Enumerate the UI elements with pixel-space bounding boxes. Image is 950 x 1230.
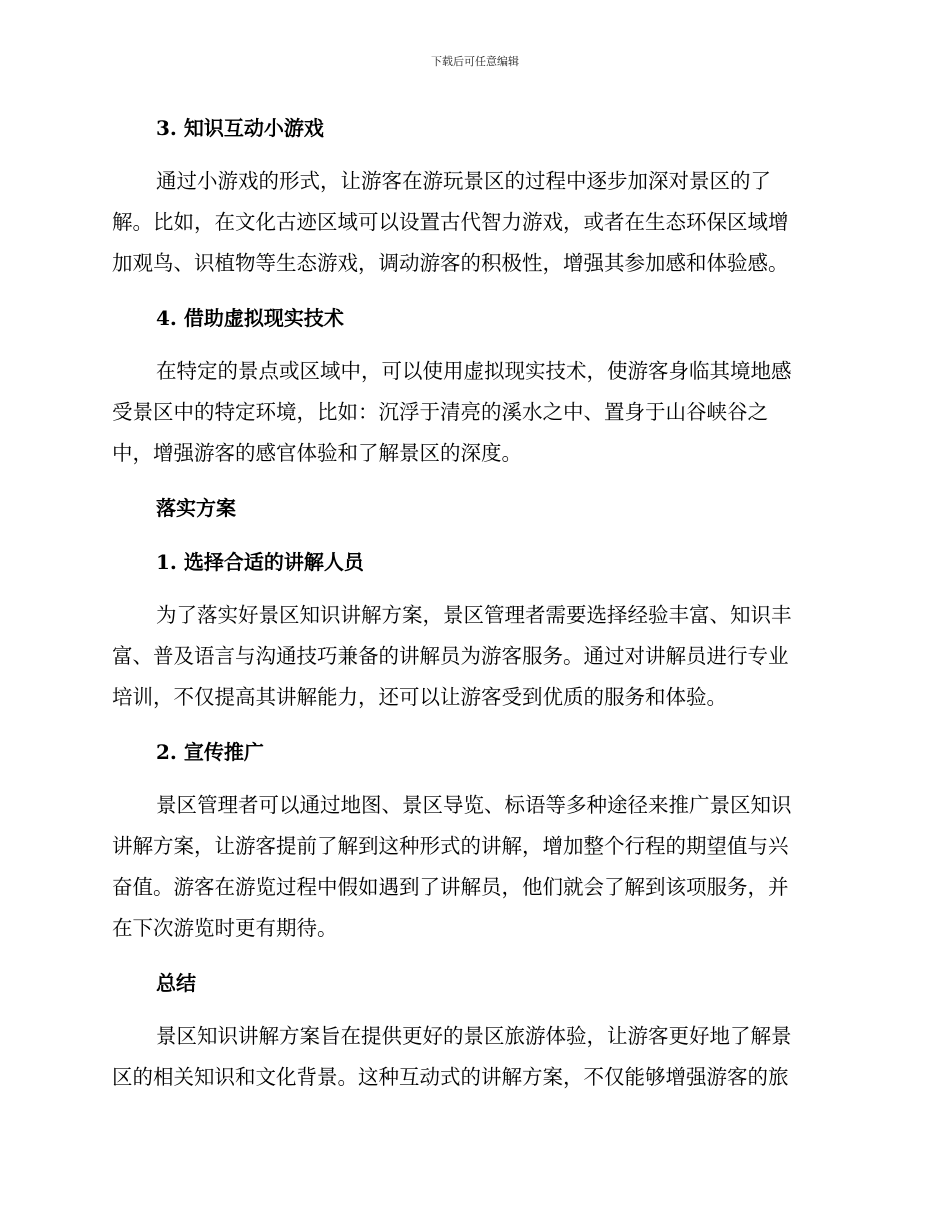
paragraph-line: 培训，不仅提高其讲解能力，还可以让游客受到优质的服务和体验。 (112, 685, 727, 709)
paragraph (112, 351, 832, 474)
page-header: 下载后可任意编辑 (431, 55, 519, 68)
section-heading: 4. 借助虚拟现实技术 (156, 306, 344, 330)
paragraph-line: 在下次游览时更有期待。 (112, 916, 338, 940)
paragraph-line: 富、普及语言与沟通技巧兼备的讲解员为游客服务。通过对讲解员进行专业 (112, 644, 789, 668)
paragraph-line: 为了落实好景区知识讲解方案，景区管理者需要选择经验丰富、知识丰 (156, 603, 792, 627)
paragraph-line: 在特定的景点或区域中，可以使用虚拟现实技术，使游客身临其境地感 (156, 359, 792, 383)
paragraph-line: 区的相关知识和文化背景。这种互动式的讲解方案，不仅能够增强游客的旅 (112, 1065, 789, 1089)
document-body (112, 108, 832, 1098)
paragraph-line: 奋值。游客在游览过程中假如遇到了讲解员，他们就会了解到该项服务，并 (112, 875, 789, 899)
paragraph-line: 通过小游戏的形式，让游客在游玩景区的过程中逐步加深对景区的了 (156, 169, 771, 193)
paragraph (112, 1016, 832, 1098)
paragraph-line: 景区管理者可以通过地图、景区导览、标语等多种途径来推广景区知识 (156, 793, 792, 817)
section-heading: 2. 宣传推广 (156, 740, 264, 764)
section-heading: 落实方案 (156, 496, 236, 520)
paragraph-line: 中，增强游客的感官体验和了解景区的深度。 (112, 441, 522, 465)
paragraph-line: 加观鸟、识植物等生态游戏，调动游客的积极性，增强其参加感和体验感。 (112, 251, 789, 275)
section-heading: 3. 知识互动小游戏 (156, 116, 324, 140)
paragraph (112, 161, 832, 284)
paragraph-line: 讲解方案，让游客提前了解到这种形式的讲解，增加整个行程的期望值与兴 (112, 834, 789, 858)
paragraph (112, 595, 832, 718)
section-heading: 总结 (156, 971, 196, 995)
paragraph-line: 景区知识讲解方案旨在提供更好的景区旅游体验，让游客更好地了解景 (156, 1024, 792, 1048)
paragraph-line: 受景区中的特定环境，比如：沉浮于清亮的溪水之中、置身于山谷峡谷之 (112, 400, 768, 424)
paragraph (112, 785, 832, 949)
section-heading: 1. 选择合适的讲解人员 (156, 550, 364, 574)
paragraph-line: 解。比如，在文化古迹区域可以设置古代智力游戏，或者在生态环保区域增 (112, 210, 789, 234)
